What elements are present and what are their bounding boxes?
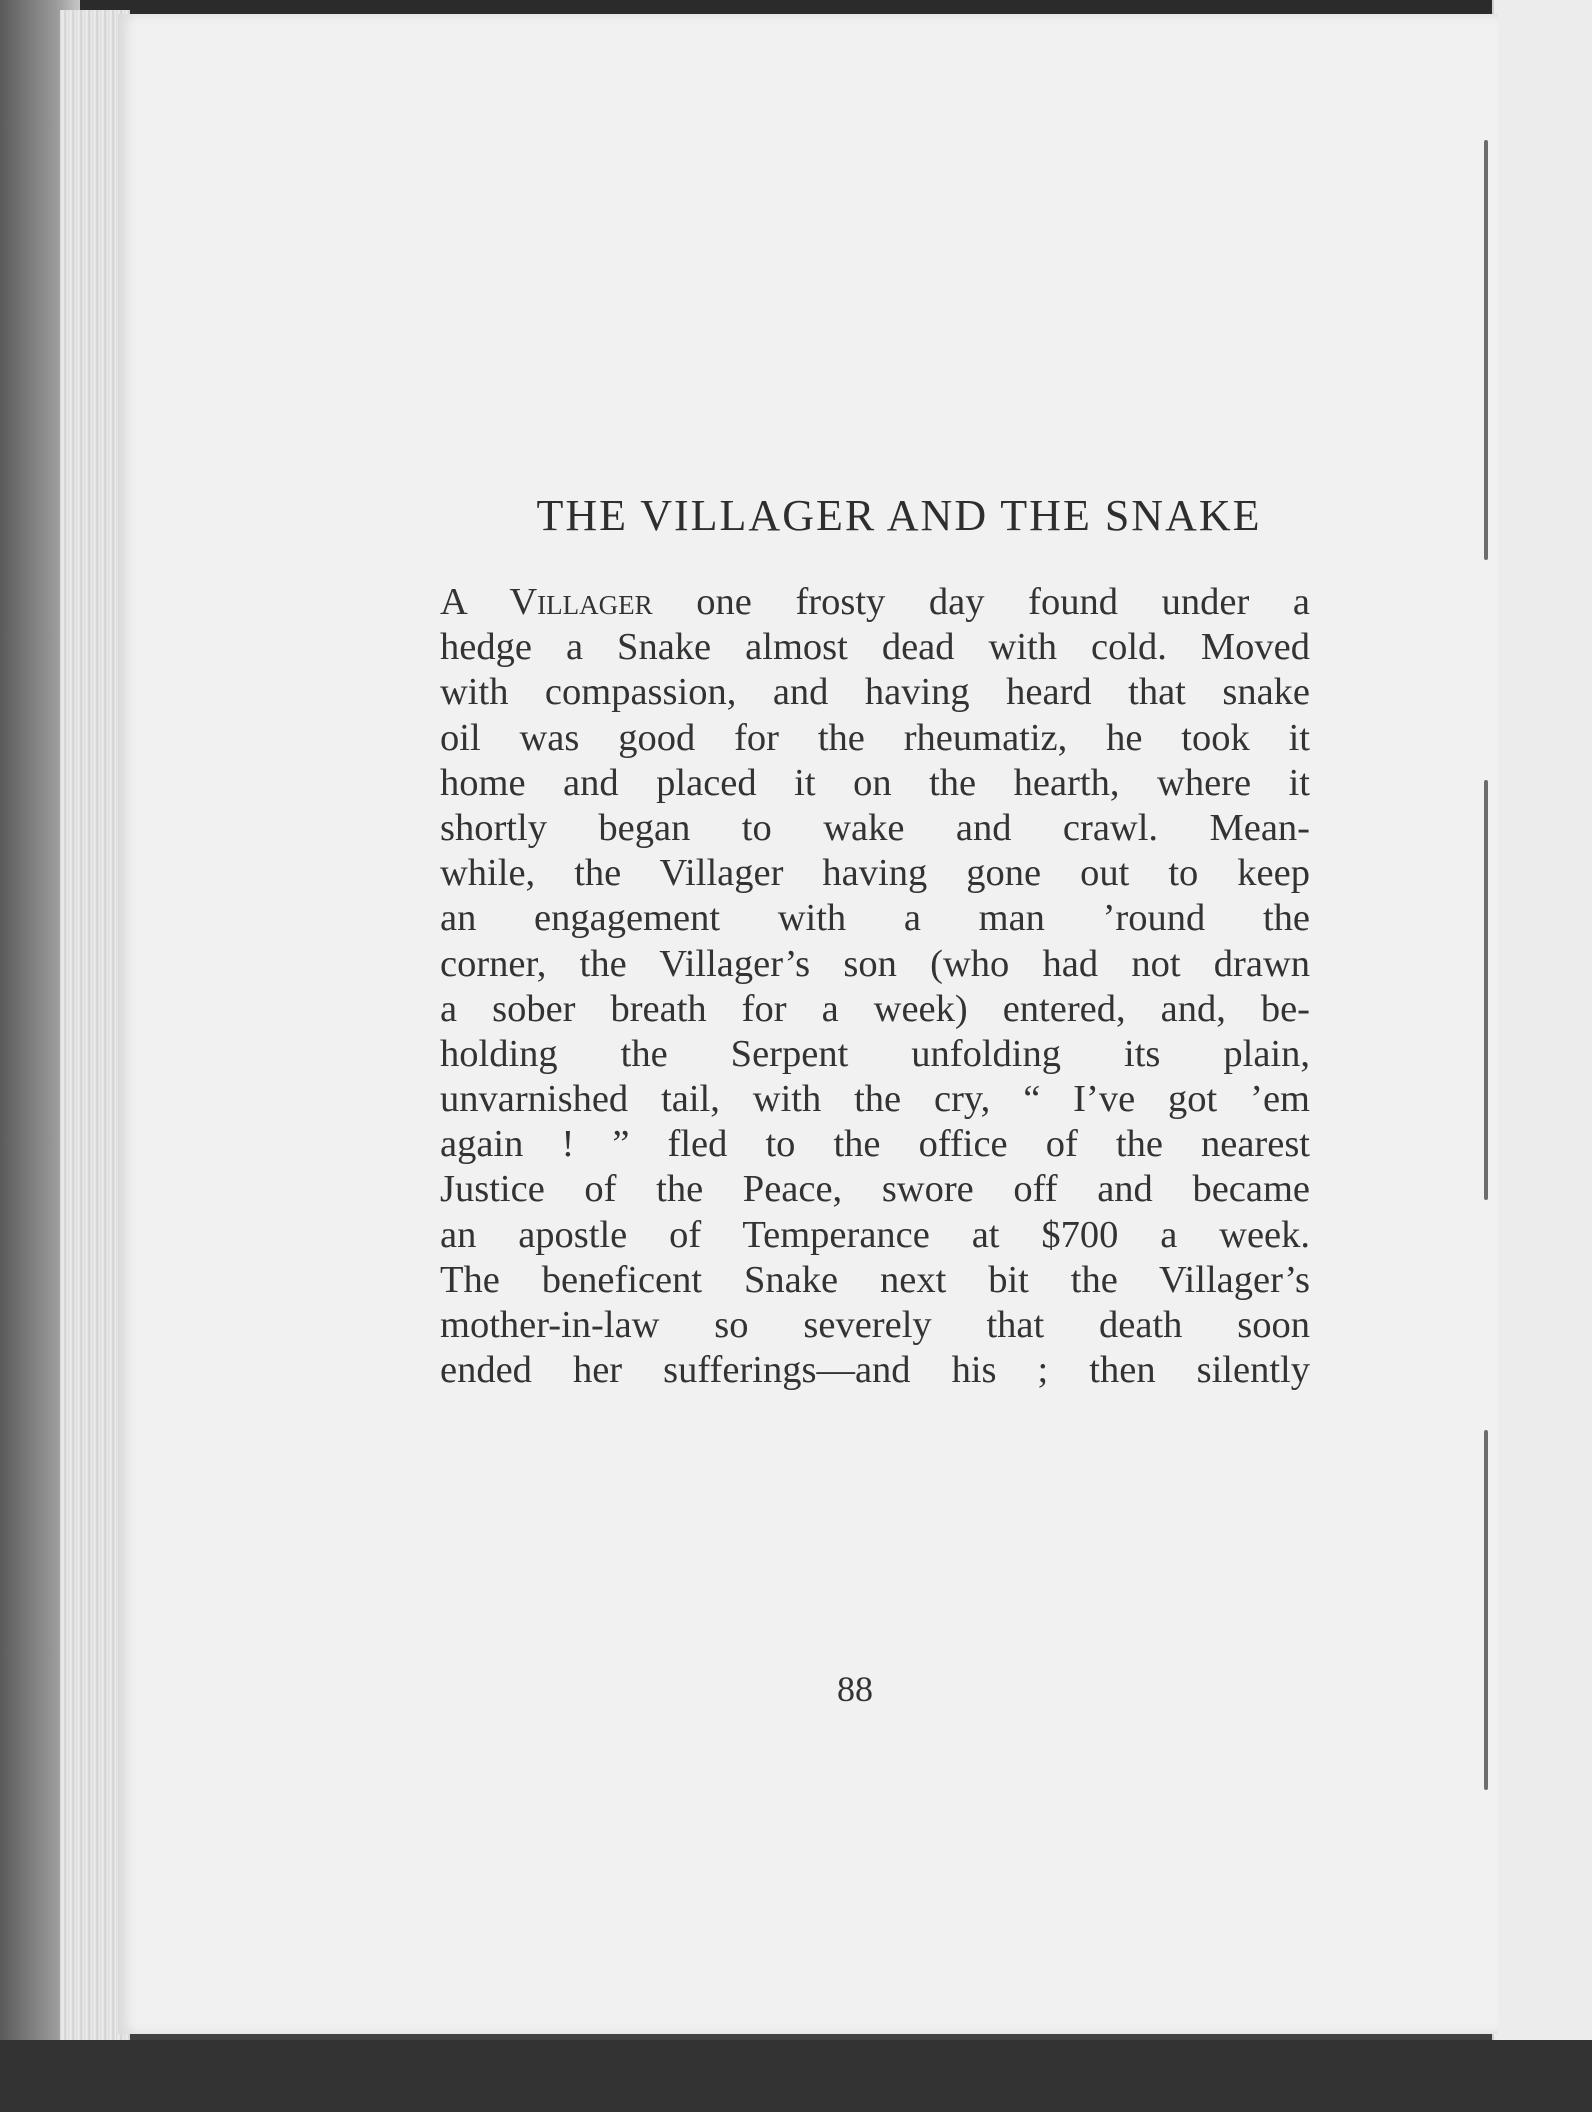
scanner-bed-bottom [0,2040,1592,2112]
gutter-mark [1484,140,1488,560]
text-line: with compassion, and having heard that snake [440,671,1310,714]
text-line: shortly began to wake and crawl. Mean- [440,806,1310,849]
fable-title: THE VILLAGER AND THE SNAKE [536,491,1262,540]
text-line: unvarnished tail, with the cry, “ I’ve got ’em [440,1078,1310,1121]
text-line: oil was good for the rheumatiz, he took it [440,716,1310,759]
opening-smallcaps: Villager [509,581,653,623]
text-line: an apostle of Temperance at $700 a week. [440,1213,1310,1256]
text-line: holding the Serpent unfolding its plain, [440,1032,1310,1075]
fable-body [440,580,1310,1393]
drop-word: A [440,581,466,623]
text-line: Justice of the Peace, swore off and became [440,1168,1310,1211]
text-line: The beneficent Snake next bit the Villager’s [440,1258,1310,1301]
text-line [440,580,1310,625]
gutter-mark [1484,780,1488,1200]
page-number: 88 [837,1669,873,1709]
text-line-rest: one frosty day found under a [652,581,1310,623]
text-line: mother-in-law so severely that death soon [440,1304,1310,1346]
text-line: corner, the Villager’s son (who had not drawn [440,942,1310,985]
text-line: a sober breath for a week) entered, and, be- [440,987,1310,1030]
text-line: again ! ” fled to the office of the nearest [440,1123,1310,1166]
text-line: an engagement with a man ’round the [440,897,1310,940]
text-line: home and placed it on the hearth, where it [440,761,1310,804]
text-line: while, the Villager having gone out to keep [440,852,1310,895]
text-line: ended her sufferings—and his ; then silently [440,1349,1310,1392]
gutter-mark [1484,1430,1488,1790]
text-line: hedge a Snake almost dead with cold. Moved [440,626,1310,669]
facing-page-edge [1492,0,1592,2070]
